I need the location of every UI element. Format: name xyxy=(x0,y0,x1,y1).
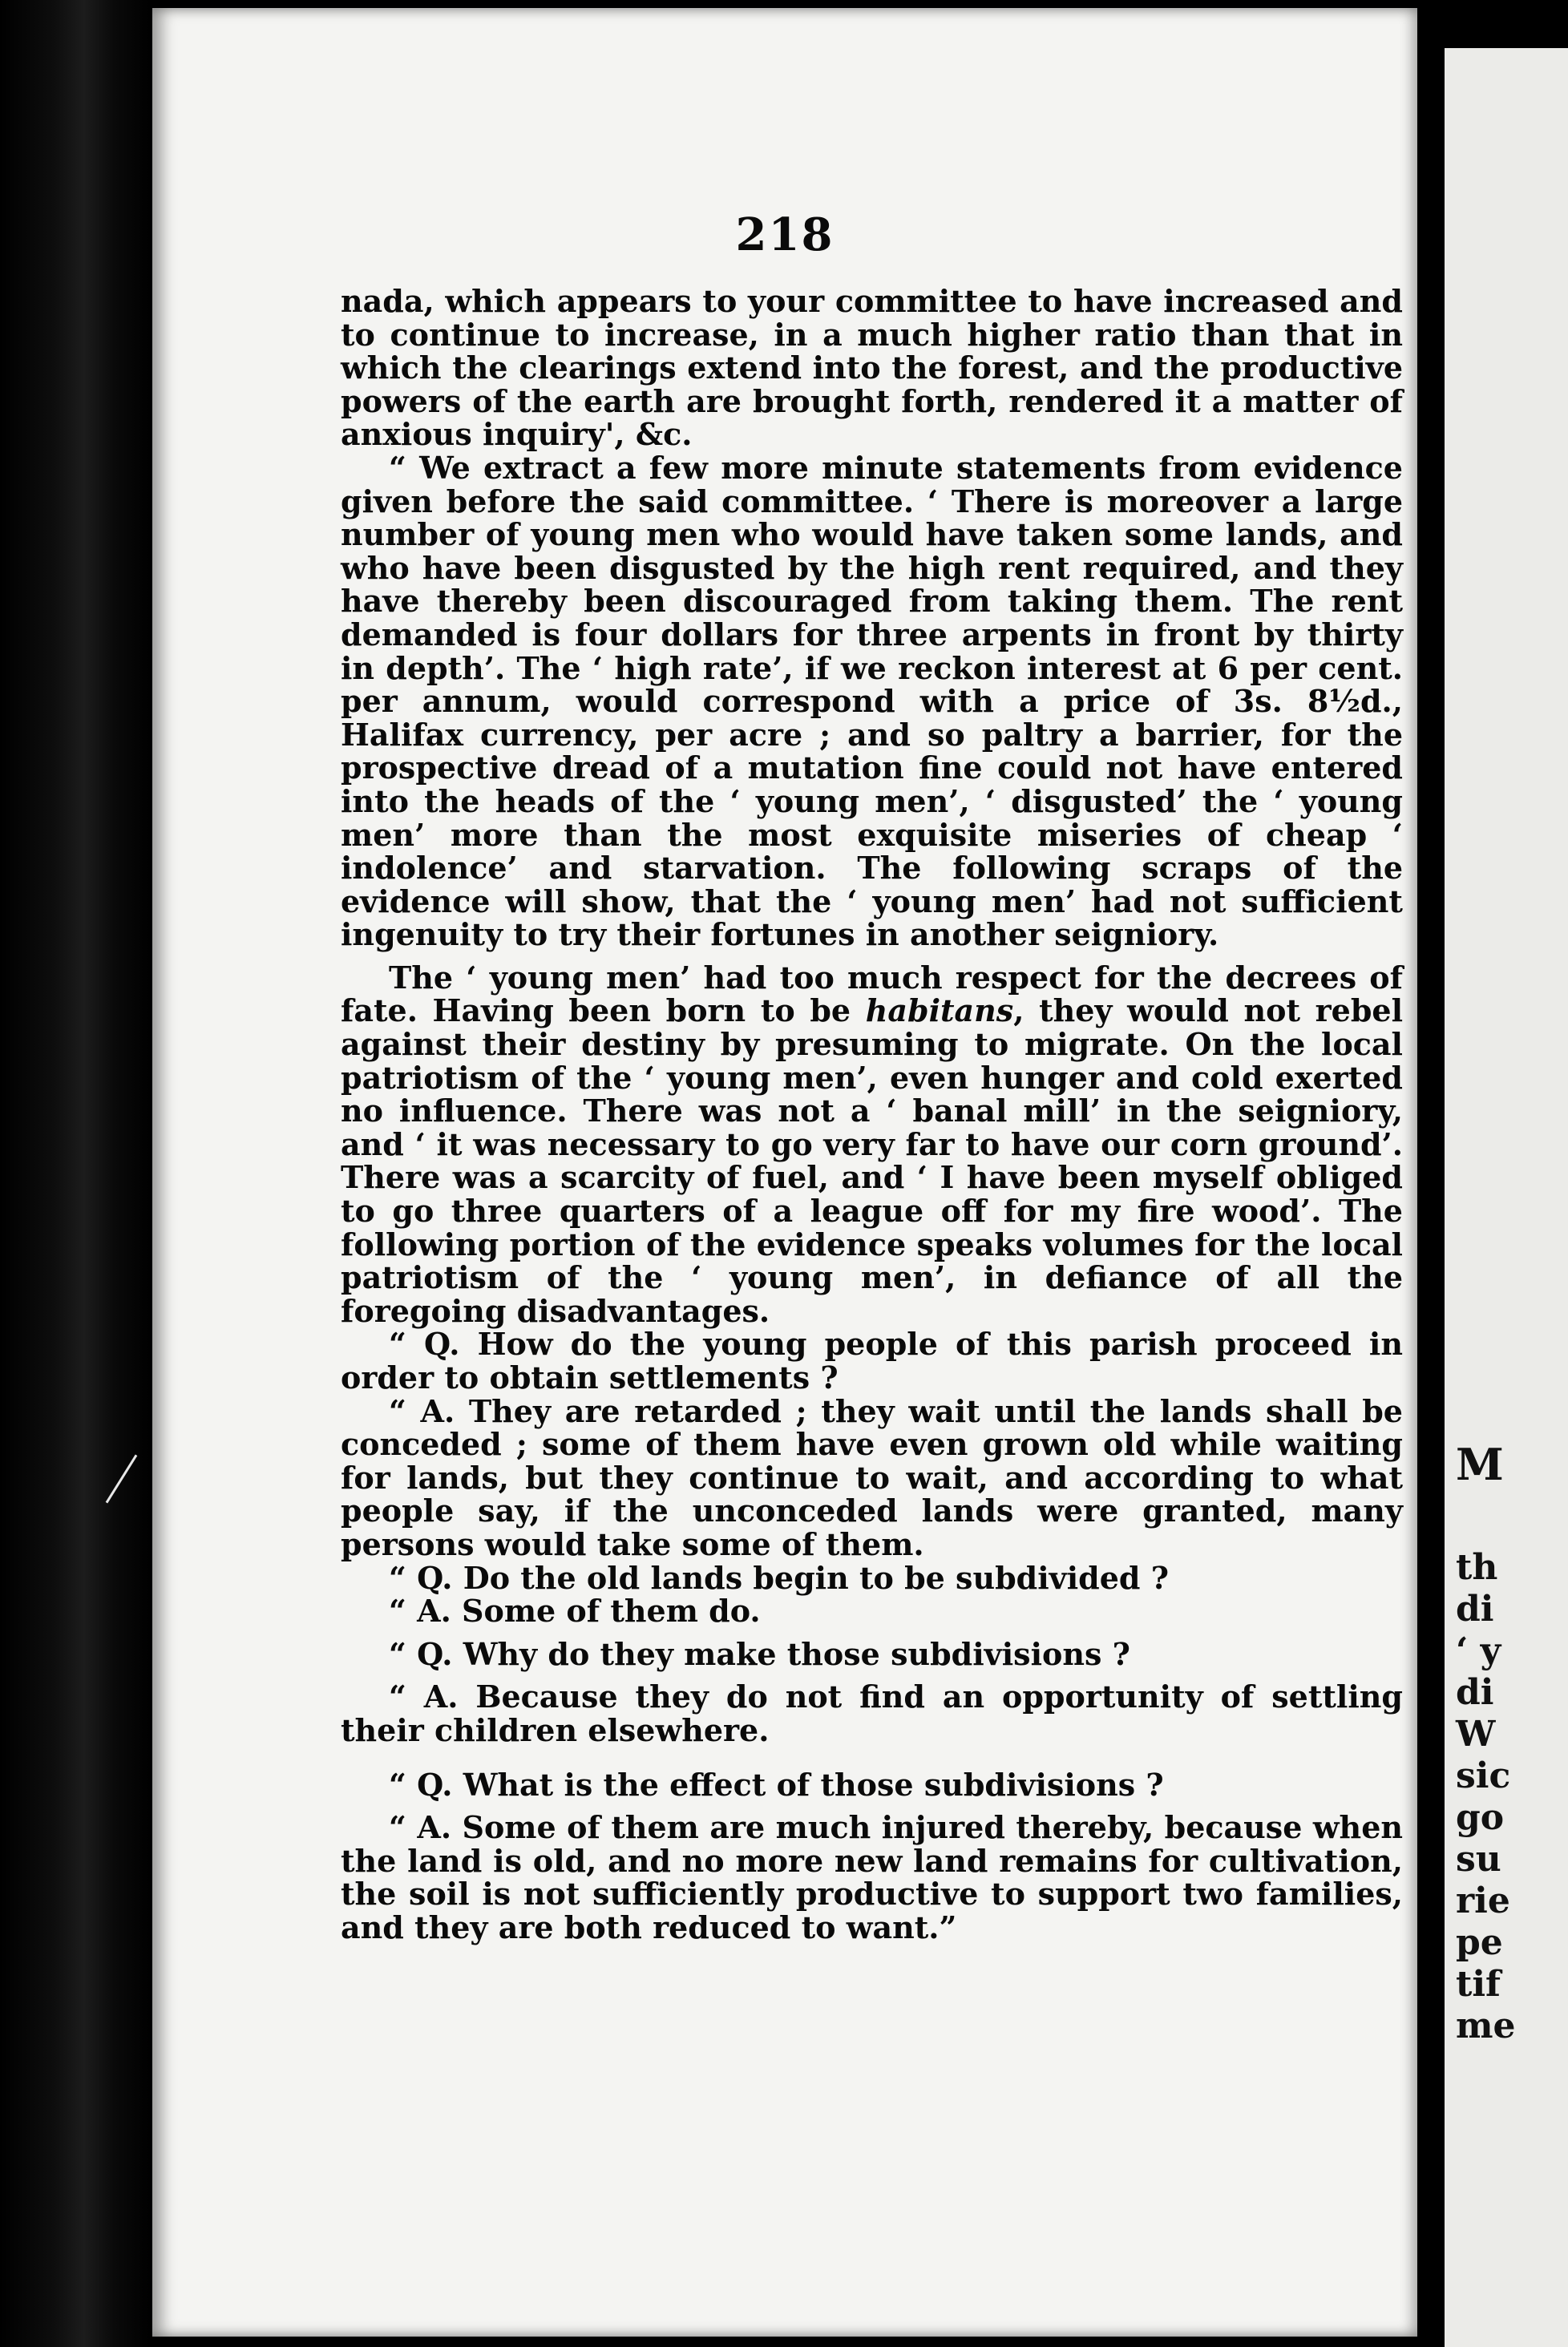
question-subdivided: “ Q. Do the old lands begin to be subdivided ? xyxy=(389,1559,1169,1596)
next-page-fragment: M xyxy=(1456,1439,1504,1490)
next-page-fragment: di xyxy=(1456,1672,1494,1713)
next-page-fragment: go xyxy=(1456,1797,1505,1838)
paragraph-evidence-extract: “ We extract a few more minute statements from evidence given before the said committee. ‘ There is moreover a large number of young men who would have taken some lands, and who have been disgusted by the high rent required, and they have thereby been discouraged from taking them. The rent demanded is four dollars for three arpents in front by thirty in depth’. The ‘ high rate’, if we reckon interest at 6 per cent. per annum, would correspond with a price of 3s. 8½d., Halifax currency, per acre ; and so paltry a barrier, for the prospective dread of a mutation fine could not have entered into the heads of the ‘ young men’, ‘ disgusted’ the ‘ young men’ more than the most exquisite miseries of cheap ‘ indolence’ and starvation. The following scraps of the evidence will show, that the ‘ young men’ had not sufficient ingenuity to try their fortunes in another seigniory. xyxy=(341,449,1403,953)
next-page-fragment: ‘ y xyxy=(1456,1630,1501,1671)
question-settlements: “ Q. How do the young people of this parish proceed in order to obtain settlements ? xyxy=(341,1326,1403,1396)
book-binding-shadow xyxy=(0,0,152,2347)
next-page-fragment: tif xyxy=(1456,1964,1501,2005)
answer-retarded: “ A. They are retarded ; they wait until the lands shall be conceded ; some of them have even grown old while waiting for lands, but they continue to wait, and according to what people say, if the unconceded lands were granted, many persons would take some of them. xyxy=(341,1392,1403,1562)
italic-habitans: habitans xyxy=(865,992,1014,1029)
next-page-fragment: th xyxy=(1456,1547,1498,1588)
book-page xyxy=(152,8,1417,2337)
paragraph-young-men xyxy=(341,961,1403,1328)
young-men-text-end: , they would not rebel against their destiny by presuming to migrate. On the local patriotism of the ‘ young men’, even hunger and cold exerted no influence. There was not a ‘ banal mill’ in the seigniory, and ‘ it was necessary to go very far to have our corn ground’. There was a scarcity of fuel, and ‘ I have been myself obliged to go three quarters of a league off for my fire wood’. The following portion of the evidence speaks volumes for the local patriotism of the ‘ young men’, in defiance of all the foregoing disadvantages. xyxy=(341,992,1404,1329)
next-page-fragment: W xyxy=(1456,1714,1496,1755)
answer-some-do: “ A. Some of them do. xyxy=(389,1593,761,1630)
page-number: 218 xyxy=(735,208,835,261)
question-effect: “ Q. What is the effect of those subdivisions ? xyxy=(389,1766,1164,1803)
next-page-fragment: sic xyxy=(1456,1755,1511,1796)
next-page-fragment: rie xyxy=(1456,1880,1510,1921)
young-men-text-start: The ‘ young men’ had too much respect for the decrees of fate. Having been born to be xyxy=(341,959,1403,1029)
next-page-fragment: pe xyxy=(1456,1922,1503,1963)
adjacent-page-edge xyxy=(1445,48,1568,2347)
paragraph-continuation: nada, which appears to your committee to have increased and to continue to increase, in a much higher ratio than that in which the clearings extend into the forest, and the productive powers of the earth are brought forth, rendered it a matter of anxious inquiry', &c. xyxy=(341,283,1403,453)
answer-injured: “ A. Some of them are much injured thereby, because when the land is old, and no more new land remains for cultivation, the soil is not sufficiently productive to support two families, and they are both reduced to want.” xyxy=(341,1809,1403,1945)
question-why-subdivisions: “ Q. Why do they make those subdivisions ? xyxy=(389,1635,1130,1672)
page-body-text xyxy=(341,285,1403,1945)
page-gutter xyxy=(1417,0,1445,2347)
answer-settling-children: “ A. Because they do not find an opportunity of settling their children elsewhere. xyxy=(341,1678,1403,1748)
next-page-fragment: di xyxy=(1456,1589,1494,1630)
next-page-fragment: me xyxy=(1456,2006,1516,2046)
next-page-fragment: su xyxy=(1456,1839,1501,1880)
